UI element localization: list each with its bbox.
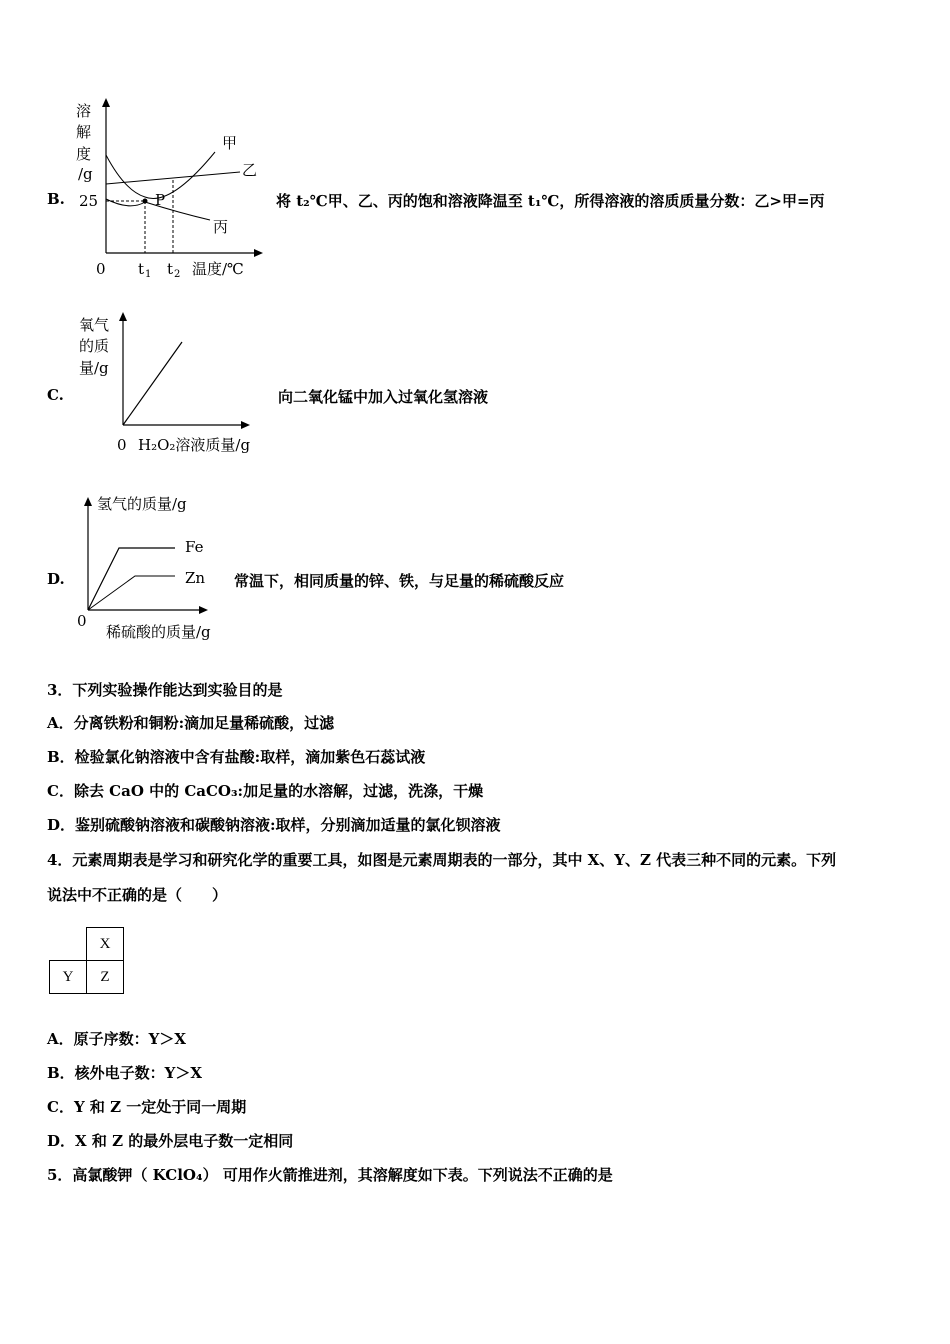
label-p: P: [155, 191, 166, 209]
y-axis-arrow: [84, 497, 92, 506]
q4-stem-line2: 说法中不正确的是（ ）: [47, 886, 228, 904]
origin-d: 0: [77, 612, 87, 630]
x-axis-arrow: [241, 421, 250, 429]
q4-option-b: B．核外电子数：Y＞X: [47, 1064, 203, 1082]
y-axis-arrow: [119, 312, 127, 321]
option-b-letter: B.: [47, 190, 65, 208]
y-label-1: 氧气: [79, 316, 110, 334]
y-label-d: 氢气的质量/g: [97, 495, 187, 513]
q3-option-a: A．分离铁粉和铜粉:滴加足量稀硫酸，过滤: [47, 714, 335, 732]
tick-t2-sub: 2: [174, 269, 181, 280]
oxygen-line: [123, 342, 182, 425]
y-label-3: 度: [76, 145, 92, 163]
y-axis-arrow: [102, 98, 110, 107]
tick-t1-sub: 1: [145, 269, 152, 280]
option-d-letter: D.: [47, 570, 65, 588]
q4-option-a: A．原子序数：Y＞X: [47, 1030, 186, 1048]
q3-option-d: D．鉴别硫酸钠溶液和碳酸钠溶液:取样，分别滴加适量的氯化钡溶液: [47, 816, 501, 834]
q3-option-c: C．除去 CaO 中的 CaCO₃:加足量的水溶解，过滤，洗涤，干燥: [47, 782, 484, 800]
tick-t1: t: [138, 260, 145, 278]
origin-b: 0: [96, 260, 106, 278]
label-zn: Zn: [185, 569, 206, 587]
empty-cell: [50, 928, 87, 961]
cell-x: X: [87, 928, 124, 961]
x-label-c: H₂O₂溶液质量/g: [138, 436, 251, 454]
x-label-d: 稀硫酸的质量/g: [106, 623, 211, 641]
y-label-2: 解: [76, 123, 92, 141]
tick-25: 25: [79, 192, 99, 210]
q3-stem: 3．下列实验操作能达到实验目的是: [47, 681, 283, 699]
periodic-table-fragment: [49, 927, 124, 994]
hydrogen-chart: [75, 490, 240, 645]
x-axis-arrow: [254, 249, 263, 257]
cell-z: Z: [87, 961, 124, 994]
option-c-description: 向二氧化锰中加入过氧化氢溶液: [278, 388, 489, 406]
y-label-4: /g: [78, 165, 93, 183]
label-jia: 甲: [222, 134, 238, 152]
label-fe: Fe: [185, 538, 204, 556]
q3-option-b: B．检验氯化钠溶液中含有盐酸:取样，滴加紫色石蕊试液: [47, 748, 426, 766]
x-label-b: 温度/℃: [192, 260, 244, 278]
zn-line: [88, 576, 175, 610]
option-d-description: 常温下，相同质量的锌、铁，与足量的稀硫酸反应: [234, 572, 565, 590]
q4-option-c: C．Y 和 Z 一定处于同一周期: [47, 1098, 247, 1116]
q4-stem-line1: 4．元素周期表是学习和研究化学的重要工具，如图是元素周期表的一部分，其中 X、Y、Z 代表三种不同的元素。下列: [47, 851, 837, 869]
cell-y: Y: [50, 961, 87, 994]
q4-option-d: D．X 和 Z 的最外层电子数一定相同: [47, 1132, 294, 1150]
origin-c: 0: [117, 436, 127, 454]
option-b-description: 将 t₂℃甲、乙、丙的饱和溶液降温至 t₁℃，所得溶液的溶质质量分数：乙>甲=丙: [276, 192, 825, 210]
solubility-chart: [70, 95, 270, 285]
tick-t2: t: [167, 260, 174, 278]
option-c-letter: C.: [47, 386, 64, 404]
y-label-3: 量/g: [79, 359, 109, 377]
label-yi: 乙: [242, 161, 258, 179]
x-axis-arrow: [199, 606, 208, 614]
y-label-1: 溶: [76, 102, 92, 120]
label-bing: 丙: [213, 218, 229, 236]
q5-stem: 5．高氯酸钾（ KClO₄） 可用作火箭推进剂，其溶解度如下表。下列说法不正确的是: [47, 1166, 613, 1184]
y-label-2: 的质: [79, 337, 110, 355]
oxygen-chart: [75, 307, 275, 462]
